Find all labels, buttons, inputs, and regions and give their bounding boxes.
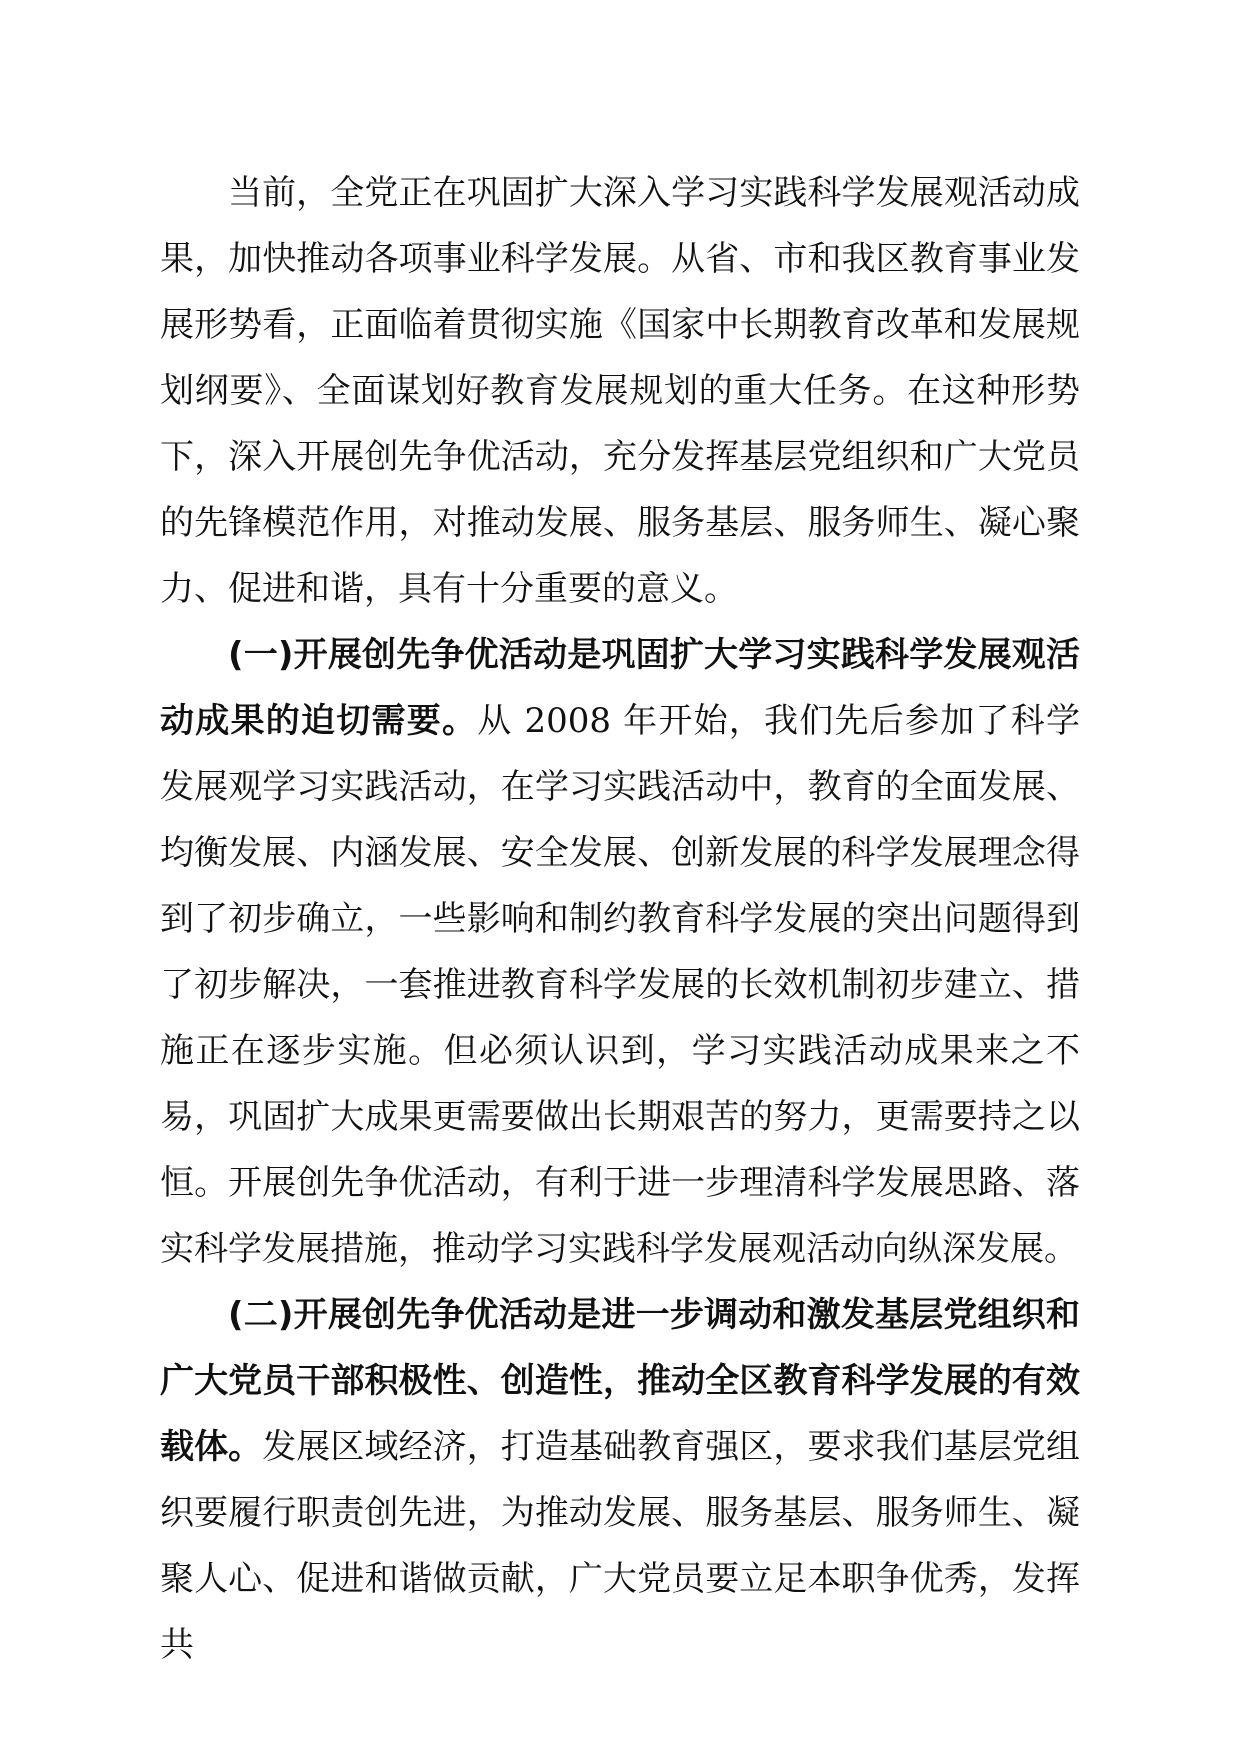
paragraph-intro xyxy=(160,160,1080,622)
paragraph-section-1 xyxy=(160,622,1080,1282)
section-2-heading: (二)开展创先争优活动是进一步调动和激发基层党组织和广大党员干部积极性、创造性，推动全区教育科学发展的有效载体。 xyxy=(160,1295,1080,1467)
section-1-text: 从 2008 年开始，我们先后参加了科学发展观学习实践活动，在学习实践活动中，教育的全面发展、均衡发展、内涵发展、安全发展、创新发展的科学发展理念得到了初步确立，一些影响和制约教育科学发展的突出问题得到了初步解决，一套推进教育科学发展的长效机制初步建立、措施正在逐步实施。但必须认识到，学习实践活动成果来之不易，巩固扩大成果更需要做出长期艰苦的努力，更需要持之以恒。开展创先争优活动，有利于进一步理清科学发展思路、落实科学发展措施，推动学习实践科学发展观活动向纵深发展。 xyxy=(160,701,1080,1269)
paragraph-intro-text: 当前，全党正在巩固扩大深入学习实践科学发展观活动成果，加快推动各项事业科学发展。从省、市和我区教育事业发展形势看，正面临着贯彻实施《国家中长期教育改革和发展规划纲要》、全面谋划好教育发展规划的重大任务。在这种形势下，深入开展创先争优活动，充分发挥基层党组织和广大党员的先锋模范作用，对推动发展、服务基层、服务师生、凝心聚力、促进和谐，具有十分重要的意义。 xyxy=(160,173,1080,609)
section-1-heading: (一)开展创先争优活动是巩固扩大学习实践科学发展观活动成果的迫切需要。 xyxy=(160,635,1080,741)
document-body xyxy=(160,160,1080,1678)
paragraph-section-2 xyxy=(160,1282,1080,1678)
section-2-text: 发展区域经济，打造基础教育强区，要求我们基层党组织要履行职责创先进，为推动发展、服务基层、服务师生、凝聚人心、促进和谐做贡献，广大党员要立足本职争优秀，发挥共 xyxy=(160,1427,1081,1665)
